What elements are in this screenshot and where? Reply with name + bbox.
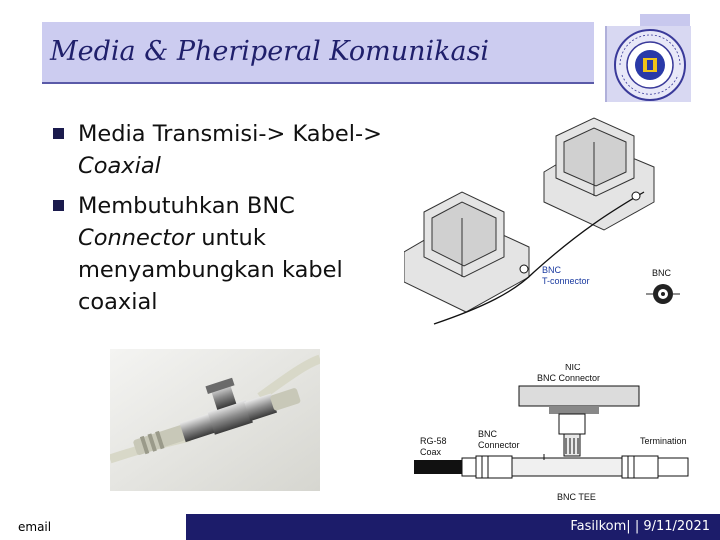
bnc-connector-photo bbox=[110, 349, 320, 491]
university-seal-icon bbox=[612, 27, 688, 103]
bullet-text: Membutuhkan BNC bbox=[78, 193, 295, 219]
t-connector-label: T-connector bbox=[542, 276, 590, 286]
bnc-connector-label: BNC bbox=[478, 429, 498, 439]
logo-frame-top bbox=[640, 14, 690, 26]
bullet-text-italic: Coaxial bbox=[78, 153, 161, 179]
bullet-text: Media Transmisi-> Kabel-> bbox=[78, 121, 382, 147]
bnc-label: BNC bbox=[652, 268, 672, 278]
bullet-list bbox=[52, 118, 382, 326]
page-title: Media & Pheriperal Komunikasi bbox=[50, 36, 490, 67]
bullet-text-italic: Connector bbox=[78, 225, 195, 251]
rg58-label: Coax bbox=[420, 447, 442, 457]
title-underline bbox=[42, 82, 594, 84]
bnc-tee-label: BNC TEE bbox=[557, 492, 596, 502]
termination-label: Termination bbox=[640, 436, 687, 446]
footer-info: Fasilkom| | 9/11/2021 bbox=[570, 519, 710, 534]
footer-email: email bbox=[18, 520, 52, 534]
t-connector-label: BNC bbox=[542, 265, 562, 275]
nic-label: BNC Connector bbox=[537, 373, 601, 383]
t-connector-diagram bbox=[404, 112, 694, 327]
bnc-connector-label: Connector bbox=[478, 440, 520, 450]
footer-left-block bbox=[0, 514, 186, 540]
nic-label: NIC bbox=[565, 364, 581, 372]
bnc-tee-diagram bbox=[414, 364, 704, 504]
bullet-text: untuk menyambungkan kabel coaxial bbox=[78, 225, 343, 315]
square-bullet-icon bbox=[53, 200, 64, 211]
bullet-item bbox=[52, 190, 382, 318]
footer-right-block bbox=[186, 514, 720, 540]
square-bullet-icon bbox=[53, 128, 64, 139]
rg58-label: RG-58 bbox=[420, 436, 447, 446]
bullet-item bbox=[52, 118, 382, 182]
footer-bar bbox=[0, 514, 720, 540]
